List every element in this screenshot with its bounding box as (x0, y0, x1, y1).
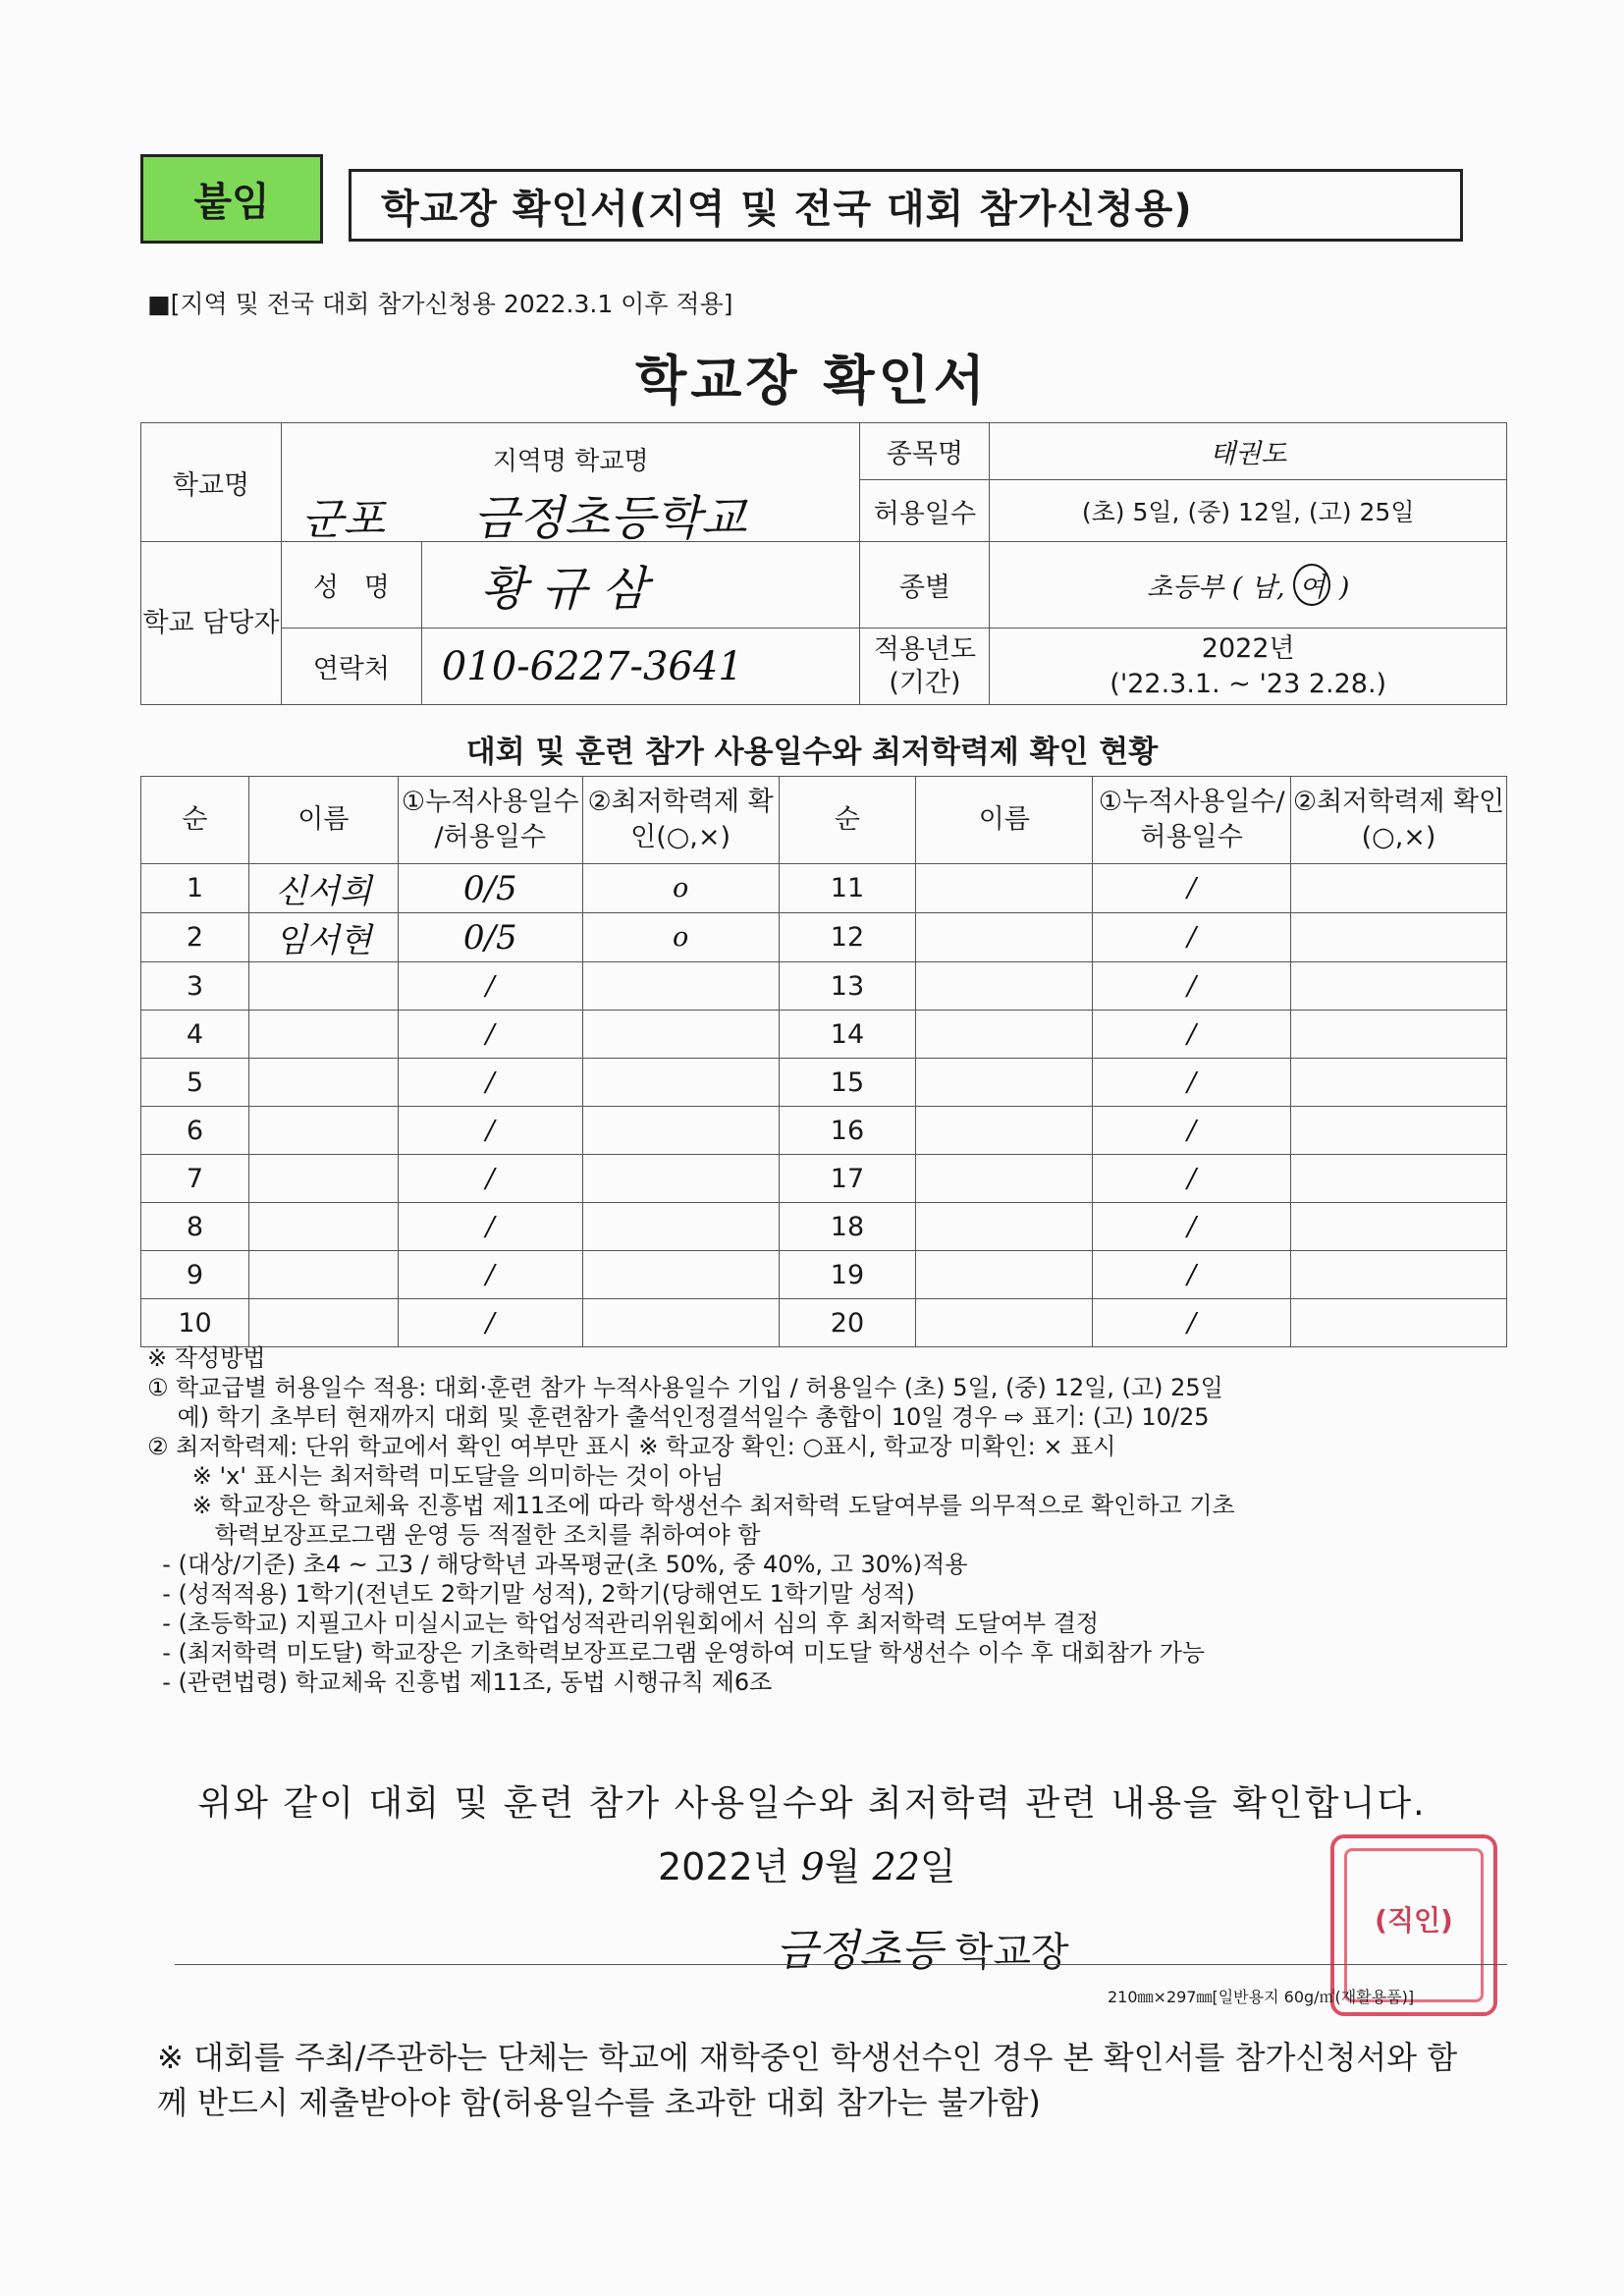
contact-label: 학교 담당자 (141, 542, 282, 705)
roster-heading: 대회 및 훈련 참가 사용일수와 최저학력제 확인 현황 (465, 735, 1159, 770)
right-check-cell (1291, 1107, 1507, 1155)
left-days-cell: / (398, 1011, 582, 1059)
principal-label: 학교장 (954, 1930, 1069, 1975)
period-range: ('22.3.1. ~ '23 2.28.) (1110, 668, 1387, 699)
right-no-cell: 16 (779, 1107, 916, 1155)
school-handwritten: 금정초등 (776, 1926, 944, 1976)
left-no-cell: 7 (141, 1155, 249, 1203)
right-check-cell (1291, 1251, 1507, 1299)
allowed-days-value: (초) 5일, (중) 12일, (고) 25일 (990, 480, 1507, 542)
right-check-cell (1291, 864, 1507, 913)
table-row (141, 864, 1507, 913)
right-check-cell (1291, 1155, 1507, 1203)
left-check-cell (582, 1203, 779, 1251)
right-name-cell (916, 913, 1093, 962)
right-no-cell: 13 (779, 962, 916, 1011)
right-no-cell: 11 (779, 864, 916, 913)
right-check-cell (1291, 962, 1507, 1011)
right-name-cell (916, 864, 1093, 913)
school-cell (281, 423, 860, 546)
right-no-cell: 18 (779, 1203, 916, 1251)
left-days-cell: / (398, 1299, 582, 1347)
right-days-cell: / (1093, 1155, 1291, 1203)
school-label: 학교명 (141, 423, 282, 542)
submission-notice: ※ 대회를 주최/주관하는 단체는 학교에 재학중인 학생선수인 경우 본 확인서를 참가신청서와 함께 반드시 제출받아야 함(허용일수를 초과한 대회 참가는 불가함) (157, 2039, 1458, 2121)
table-row (141, 1107, 1507, 1155)
right-check-cell (1291, 1203, 1507, 1251)
right-days-cell: / (1093, 1107, 1291, 1155)
left-check-cell (582, 1251, 779, 1299)
left-check-cell (582, 1107, 779, 1155)
table-row (141, 1155, 1507, 1203)
attachment-tag: 붙임 (140, 154, 323, 244)
left-name-cell (248, 962, 398, 1011)
phone-value: 010-6227-3641 (421, 629, 860, 705)
instruction-line: ① 학교급별 허용일수 적용: 대회·훈련 참가 누적사용일수 기입 / 허용일수 (초) 5일, (중) 12일, (고) 25일 (147, 1374, 1223, 1401)
right-days-cell: / (1093, 1011, 1291, 1059)
date-day: 22 (872, 1845, 920, 1888)
school-name-value: 금정초등학교 (472, 491, 747, 546)
col-no-right: 순 (779, 777, 916, 864)
right-no-cell: 19 (779, 1251, 916, 1299)
right-no-cell: 15 (779, 1059, 916, 1107)
right-name-cell (916, 1155, 1093, 1203)
divider (175, 1964, 1507, 1965)
period-value (990, 629, 1507, 705)
info-table (140, 422, 1507, 705)
table-row (141, 1251, 1507, 1299)
left-name-cell (248, 1251, 398, 1299)
left-name-cell (248, 1107, 398, 1155)
table-row (141, 962, 1507, 1011)
roster-table (140, 776, 1507, 1347)
left-check-cell: o (582, 913, 779, 962)
region-value: 군포 (300, 495, 385, 545)
right-name-cell (916, 1059, 1093, 1107)
division-label: 종별 (860, 542, 990, 629)
right-name-cell (916, 1251, 1093, 1299)
right-name-cell (916, 1203, 1093, 1251)
right-check-cell (1291, 1299, 1507, 1347)
division-prefix: 초등부 ( 남, (1146, 573, 1285, 603)
date-year: 2022년 (658, 1845, 789, 1888)
left-name-cell (248, 1203, 398, 1251)
left-days-cell: / (398, 1155, 582, 1203)
right-days-cell: / (1093, 1203, 1291, 1251)
left-name-cell (248, 1155, 398, 1203)
right-no-cell: 14 (779, 1011, 916, 1059)
period-year: 2022년 (1201, 632, 1295, 664)
phone-label: 연락처 (281, 629, 421, 705)
sport-label: 종목명 (860, 423, 990, 480)
right-days-cell: / (1093, 1059, 1291, 1107)
principal-signature (776, 1915, 1069, 1978)
instruction-line: 학력보장프로그램 운영 등 적절한 조치를 취하여야 함 (147, 1521, 761, 1549)
col-name-right: 이름 (916, 777, 1093, 864)
date-day-unit: 일 (919, 1845, 956, 1888)
page-title: 학교장 확인서 (635, 350, 989, 411)
name-label: 성 명 (281, 542, 421, 629)
left-no-cell: 1 (141, 864, 249, 913)
right-days-cell: / (1093, 1299, 1291, 1347)
date-month: 9 (800, 1845, 825, 1888)
right-days-cell: / (1093, 962, 1291, 1011)
table-row (141, 1203, 1507, 1251)
left-no-cell: 2 (141, 913, 249, 962)
instructions-title: ※ 작성방법 (147, 1344, 266, 1372)
instructions (147, 1343, 1522, 1697)
left-name-cell: 임서현 (248, 913, 398, 962)
left-name-cell (248, 1011, 398, 1059)
left-name-cell: 신서희 (248, 864, 398, 913)
paper-spec: 210㎜×297㎜[일반용지 60g/㎡(재활용품)] (1108, 1988, 1415, 2006)
col-no-left: 순 (141, 777, 249, 864)
col-check-right: ②최저학력제 확인(○,×) (1291, 777, 1507, 864)
left-no-cell: 9 (141, 1251, 249, 1299)
instruction-line: - (최저학력 미도달) 학교장은 기초학력보장프로그램 운영하여 미도달 학생선수 이수 후 대회참가 가능 (147, 1639, 1206, 1667)
left-days-cell: / (398, 1059, 582, 1107)
confirmation-date (658, 1836, 956, 1890)
left-check-cell: o (582, 864, 779, 913)
instruction-line: - (초등학교) 지필고사 미실시교는 학업성적관리위원회에서 심의 후 최저학력 도달여부 결정 (147, 1610, 1100, 1637)
name-value: 황 규 삼 (421, 542, 860, 629)
instruction-line: - (대상/기준) 초4 ~ 고3 / 해당학년 과목평균(초 50%, 중 40%, 고 30%)적용 (147, 1551, 968, 1578)
left-days-cell: / (398, 1107, 582, 1155)
right-no-cell: 17 (779, 1155, 916, 1203)
left-name-cell (248, 1299, 398, 1347)
right-days-cell: / (1093, 1251, 1291, 1299)
left-check-cell (582, 1059, 779, 1107)
instruction-line: 예) 학기 초부터 현재까지 대회 및 훈련참가 출석인정결석일수 총합이 10일 경우 ⇨ 표기: (고) 10/25 (147, 1403, 1210, 1431)
instruction-line: ※ 'x' 표시는 최저학력 미도달을 의미하는 것이 아님 (147, 1462, 725, 1490)
left-no-cell: 6 (141, 1107, 249, 1155)
left-days-cell: / (398, 1203, 582, 1251)
left-no-cell: 4 (141, 1011, 249, 1059)
right-days-cell: / (1093, 864, 1291, 913)
instruction-line: ※ 학교장은 학교체육 진흥법 제11조에 따라 학생선수 최저학력 도달여부를 의무적으로 확인하고 기초 (147, 1492, 1235, 1519)
right-days-cell: / (1093, 913, 1291, 962)
date-month-unit: 월 (824, 1845, 861, 1888)
left-no-cell: 3 (141, 962, 249, 1011)
left-days-cell: / (398, 1251, 582, 1299)
left-check-cell (582, 962, 779, 1011)
division-suffix: ) (1338, 573, 1350, 603)
instruction-line: - (관련법령) 학교체육 진흥법 제11조, 동법 시행규칙 제6조 (147, 1668, 773, 1696)
right-no-cell: 20 (779, 1299, 916, 1347)
right-name-cell (916, 1299, 1093, 1347)
right-name-cell (916, 1011, 1093, 1059)
left-no-cell: 5 (141, 1059, 249, 1107)
table-row (141, 1299, 1507, 1347)
division-value (990, 542, 1507, 629)
col-days-left: ①누적사용일수 /허용일수 (398, 777, 582, 864)
sport-value: 태권도 (990, 423, 1507, 480)
instruction-line: ② 최저학력제: 단위 학교에서 확인 여부만 표시 ※ 학교장 확인: ○표시, 학교장 미확인: × 표시 (147, 1433, 1116, 1460)
table-row (141, 1011, 1507, 1059)
col-name-left: 이름 (248, 777, 398, 864)
table-row (141, 913, 1507, 962)
right-check-cell (1291, 913, 1507, 962)
right-check-cell (1291, 1011, 1507, 1059)
left-days-cell: / (398, 962, 582, 1011)
applicability-note: ■[지역 및 전국 대회 참가신청용 2022.3.1 이후 적용] (147, 290, 733, 318)
left-no-cell: 10 (141, 1299, 249, 1347)
table-row (141, 1059, 1507, 1107)
form-title-box: 학교장 확인서(지역 및 전국 대회 참가신청용) (349, 169, 1463, 242)
left-check-cell (582, 1299, 779, 1347)
left-days-cell: 0/5 (398, 913, 582, 962)
left-days-cell: 0/5 (398, 864, 582, 913)
instruction-line: - (성적적용) 1학기(전년도 2학기말 성적), 2학기(당해연도 1학기말 성적) (147, 1580, 915, 1608)
right-name-cell (916, 1107, 1093, 1155)
right-name-cell (916, 962, 1093, 1011)
division-selected-mark: 여 (1293, 564, 1330, 606)
seal-label: (직인) (1375, 1904, 1453, 1937)
allowed-days-label: 허용일수 (860, 480, 990, 542)
left-check-cell (582, 1155, 779, 1203)
col-days-right: ①누적사용일수/ 허용일수 (1093, 777, 1291, 864)
right-no-cell: 12 (779, 913, 916, 962)
period-label: 적용년도 (기간) (860, 629, 990, 705)
left-check-cell (582, 1011, 779, 1059)
col-check-left: ②최저학력제 확인(○,×) (582, 777, 779, 864)
school-sublabel: 지역명 학교명 (492, 447, 649, 476)
left-name-cell (248, 1059, 398, 1107)
confirmation-statement: 위와 같이 대회 및 훈련 참가 사용일수와 최저학력 관련 내용을 확인합니다. (197, 1783, 1427, 1824)
left-no-cell: 8 (141, 1203, 249, 1251)
right-check-cell (1291, 1059, 1507, 1107)
